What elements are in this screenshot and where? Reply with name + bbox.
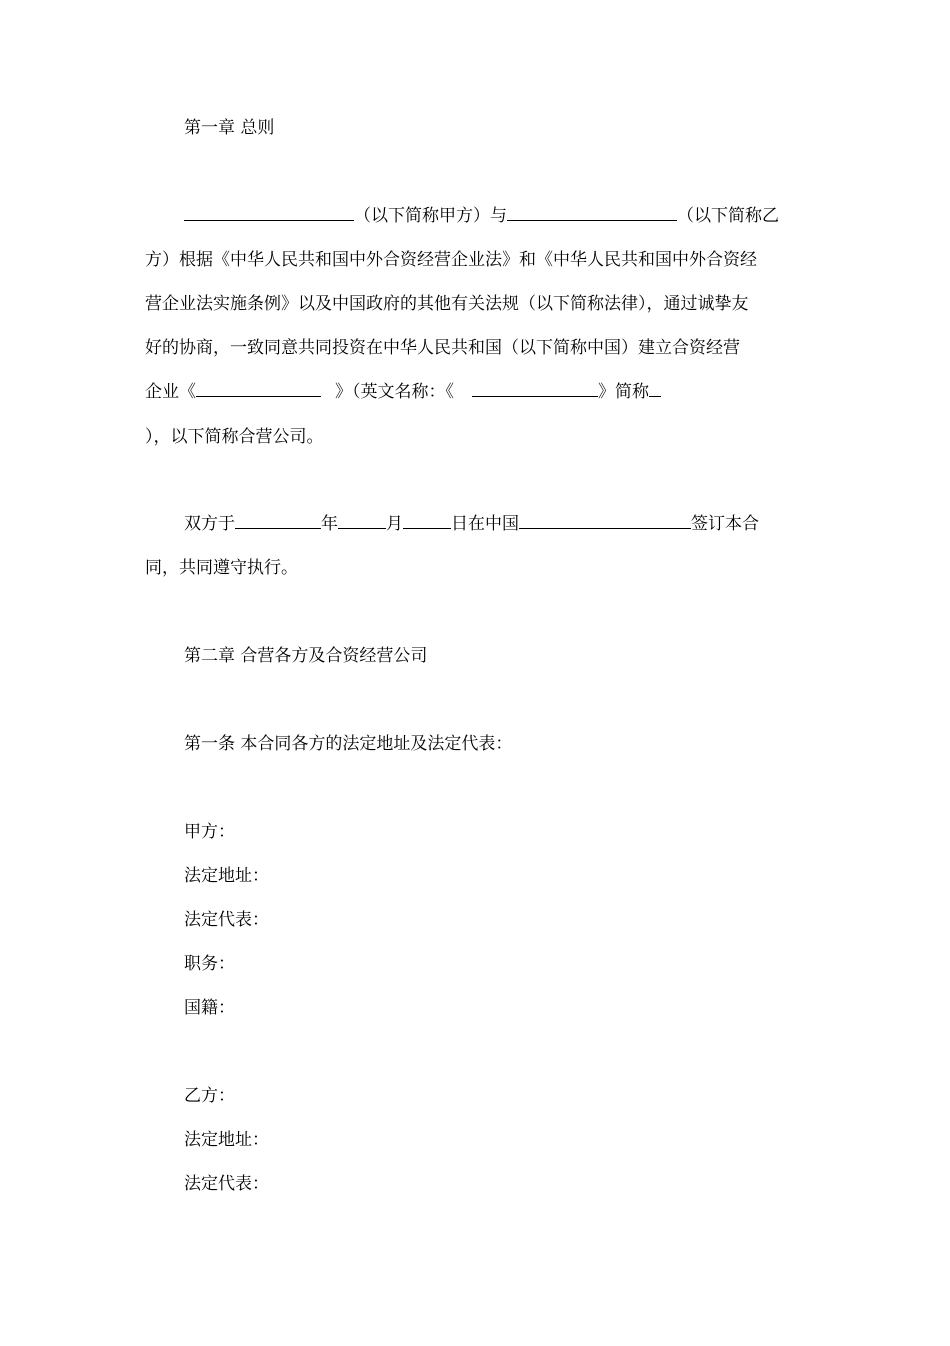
- month-blank[interactable]: [338, 512, 386, 529]
- party-b-rep-text: 法定代表：: [184, 1174, 269, 1194]
- intro-line-1-text-b: （以下简称乙: [677, 206, 779, 226]
- company-name-blank[interactable]: [196, 380, 321, 397]
- company-name-prefix: 企业《: [145, 382, 196, 402]
- intro-line-2-text: 方）根据《中华人民共和国中外合资经营企业法》和《中华人民共和国中外合资经: [145, 250, 757, 270]
- year-label: 年: [321, 514, 338, 534]
- year-blank[interactable]: [235, 512, 321, 529]
- month-label: 月: [386, 514, 403, 534]
- intro-line-1-text-a: （以下简称甲方）与: [354, 206, 507, 226]
- chapter-2-heading: [184, 644, 427, 668]
- party-a-nationality: [184, 996, 235, 1020]
- intro-line-3-text: 营企业法实施条例》以及中国政府的其他有关法规（以下简称法律），通过诚挚友: [145, 294, 749, 314]
- party-b-label: [184, 1084, 235, 1108]
- intro-line-4-text: 好的协商，一致同意共同投资在中华人民共和国（以下简称中国）建立合资经营: [145, 338, 740, 358]
- article-1-heading: [184, 732, 512, 756]
- chapter-1-heading: [184, 116, 274, 140]
- intro-line-6-text: ），以下简称合营公司。: [145, 427, 324, 447]
- party-a-label-text: 甲方：: [184, 822, 235, 842]
- signing-suffix: 签订本合: [691, 514, 759, 534]
- party-a-name-blank[interactable]: [184, 204, 354, 221]
- party-a-rep: [184, 908, 269, 932]
- party-a-label: [184, 820, 235, 844]
- party-b-address-text: 法定地址：: [184, 1130, 269, 1150]
- party-a-rep-text: 法定代表：: [184, 910, 269, 930]
- short-name-blank[interactable]: [649, 380, 661, 397]
- party-b-address: [184, 1128, 269, 1152]
- english-name-blank[interactable]: [472, 380, 598, 397]
- intro-line-2: [145, 248, 757, 272]
- chapter-1-heading-text: 第一章 总则: [184, 118, 275, 138]
- place-blank[interactable]: [519, 512, 691, 529]
- signing-line-2: [145, 556, 298, 580]
- day-place-label: 日在中国: [451, 514, 519, 534]
- party-b-name-blank[interactable]: [507, 204, 677, 221]
- party-a-address-text: 法定地址：: [184, 866, 269, 886]
- signing-line-2-text: 同，共同遵守执行。: [145, 558, 298, 578]
- signing-prefix: 双方于: [184, 514, 235, 534]
- party-a-nationality-text: 国籍：: [184, 998, 235, 1018]
- intro-line-4: [145, 336, 740, 360]
- intro-line-1: [184, 204, 779, 228]
- intro-line-6: [145, 425, 324, 449]
- signing-line-1: [184, 512, 759, 536]
- party-b-rep: [184, 1172, 269, 1196]
- short-name-prefix: 》简称: [598, 382, 649, 402]
- party-a-title-text: 职务：: [184, 954, 235, 974]
- english-name-prefix: 》（英文名称：《: [335, 382, 454, 402]
- party-a-title: [184, 952, 235, 976]
- chapter-2-heading-text: 第二章 合营各方及合资经营公司: [184, 646, 428, 666]
- intro-line-3: [145, 292, 749, 316]
- article-1-heading-text: 第一条 本合同各方的法定地址及法定代表：: [184, 734, 513, 754]
- party-a-address: [184, 864, 269, 888]
- party-b-label-text: 乙方：: [184, 1086, 235, 1106]
- intro-line-5: [145, 380, 661, 404]
- day-blank[interactable]: [403, 512, 451, 529]
